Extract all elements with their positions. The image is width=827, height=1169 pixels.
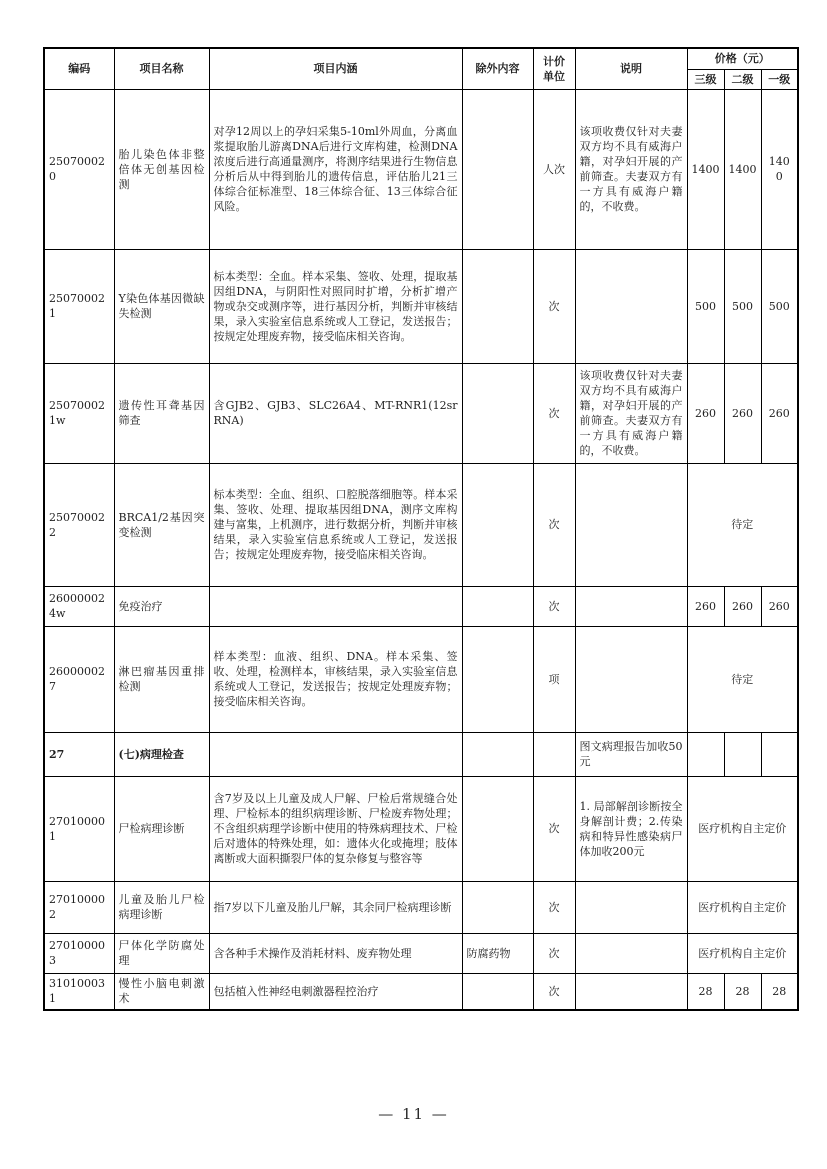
cell-price-tier1: 260 [761, 363, 798, 463]
cell-code: 250700021 [44, 249, 114, 363]
cell-notes [575, 973, 687, 1010]
cell-content [209, 732, 462, 776]
cell-content: 包括植入性神经电刺激器程控治疗 [209, 973, 462, 1010]
cell-name: 淋巴瘤基因重排检测 [114, 626, 209, 732]
cell-content: 含GJB2、GJB3、SLC26A4、MT-RNR1(12srRNA) [209, 363, 462, 463]
cell-code: 270100001 [44, 776, 114, 881]
cell-exclusions [462, 973, 533, 1010]
cell-exclusions [462, 586, 533, 626]
cell-exclusions [462, 363, 533, 463]
cell-price-tier1 [761, 732, 798, 776]
cell-unit: 次 [533, 586, 575, 626]
header-price-tier3: 三级 [687, 69, 724, 89]
header-code: 编码 [44, 48, 114, 89]
header-name: 项目名称 [114, 48, 209, 89]
cell-content: 指7岁以下儿童及胎儿尸解，其余同尸检病理诊断 [209, 881, 462, 933]
header-exclusions: 除外内容 [462, 48, 533, 89]
cell-price-tier1: 260 [761, 586, 798, 626]
header-price-group: 价格（元） [687, 48, 798, 69]
cell-unit: 次 [533, 249, 575, 363]
cell-name: 胎儿染色体非整倍体无创基因检测 [114, 89, 209, 249]
cell-name: 尸体化学防腐处理 [114, 933, 209, 973]
cell-price-tier3: 28 [687, 973, 724, 1010]
cell-unit: 次 [533, 933, 575, 973]
header-price-tier2: 二级 [724, 69, 761, 89]
cell-name: 儿童及胎儿尸检病理诊断 [114, 881, 209, 933]
cell-unit: 次 [533, 973, 575, 1010]
cell-price-merged: 医疗机构自主定价 [687, 776, 798, 881]
cell-content: 含各种手术操作及消耗材料、废弃物处理 [209, 933, 462, 973]
cell-name: 慢性小脑电刺激术 [114, 973, 209, 1010]
header-price-tier1: 一级 [761, 69, 798, 89]
table-row [44, 89, 798, 249]
cell-exclusions [462, 881, 533, 933]
cell-name: 遗传性耳聋基因筛查 [114, 363, 209, 463]
cell-exclusions [462, 249, 533, 363]
cell-price-tier3: 500 [687, 249, 724, 363]
cell-code: 27 [44, 732, 114, 776]
cell-content: 对孕12周以上的孕妇采集5-10ml外周血，分离血浆提取胎儿游离DNA后进行文库构建，检测DNA浓度后进行高通量测序，将测序结果进行生物信息分析后从中得到胎儿的遗传信息，评估胎儿21三体综合征标准型、18三体综合征、13三体综合征风险。 [209, 89, 462, 249]
cell-content: 样本类型：血液、组织、DNA。样本采集、签收、处理，检测样本，审核结果，录入实验室信息系统或人工登记，发送报告；按规定处理废弃物；接受临床相关咨询。 [209, 626, 462, 732]
cell-name: BRCA1/2基因突变检测 [114, 463, 209, 586]
table-row [44, 933, 798, 973]
cell-unit: 次 [533, 881, 575, 933]
cell-price-merged: 医疗机构自主定价 [687, 881, 798, 933]
header-unit [533, 48, 575, 89]
cell-name: 尸检病理诊断 [114, 776, 209, 881]
cell-unit [533, 732, 575, 776]
cell-price-tier3: 260 [687, 586, 724, 626]
table-header [44, 48, 798, 89]
cell-price-tier2 [724, 732, 761, 776]
cell-unit: 次 [533, 363, 575, 463]
cell-notes [575, 463, 687, 586]
cell-price-tier3: 260 [687, 363, 724, 463]
cell-exclusions [462, 732, 533, 776]
cell-exclusions [462, 776, 533, 881]
cell-price-tier2: 260 [724, 586, 761, 626]
cell-notes [575, 933, 687, 973]
cell-code: 270100003 [44, 933, 114, 973]
cell-name: (七)病理检查 [114, 732, 209, 776]
table-row [44, 463, 798, 586]
cell-price-tier1: 28 [761, 973, 798, 1010]
medical-service-price-table [43, 47, 799, 1011]
cell-price-tier1: 1400 [761, 89, 798, 249]
table-row [44, 249, 798, 363]
cell-unit: 次 [533, 776, 575, 881]
cell-exclusions: 防腐药物 [462, 933, 533, 973]
cell-price-tier2: 1400 [724, 89, 761, 249]
cell-exclusions [462, 626, 533, 732]
table-row [44, 881, 798, 933]
cell-code: 250700022 [44, 463, 114, 586]
cell-code: 310100031 [44, 973, 114, 1010]
cell-price-merged: 医疗机构自主定价 [687, 933, 798, 973]
table-row [44, 973, 798, 1010]
table-row [44, 363, 798, 463]
cell-unit: 项 [533, 626, 575, 732]
cell-price-merged: 待定 [687, 626, 798, 732]
cell-notes [575, 626, 687, 732]
table-row [44, 776, 798, 881]
cell-notes: 该项收费仅针对夫妻双方均不具有威海户籍，对孕妇开展的产前筛查。夫妻双方有一方具有威海户籍的，不收费。 [575, 363, 687, 463]
cell-content: 含7岁及以上儿童及成人尸解、尸检后常规缝合处理、尸检标本的组织病理诊断、尸检废弃物处理；不含组织病理学诊断中使用的特殊病理技术、尸检后对遗体的特殊处理，如：遗体火化或掩埋；肢体离断或大面积撕裂尸体的复杂修复与整容等 [209, 776, 462, 881]
cell-code: 260000024w [44, 586, 114, 626]
cell-price-tier2: 500 [724, 249, 761, 363]
cell-code: 250700021w [44, 363, 114, 463]
cell-notes: 该项收费仅针对夫妻双方均不具有威海户籍，对孕妇开展的产前筛查。夫妻双方有一方具有威海户籍的，不收费。 [575, 89, 687, 249]
header-unit-label: 计价单位 [543, 54, 565, 83]
cell-exclusions [462, 463, 533, 586]
cell-price-tier2: 260 [724, 363, 761, 463]
cell-notes: 图文病理报告加收50元 [575, 732, 687, 776]
table-body [44, 89, 798, 1010]
cell-notes [575, 586, 687, 626]
header-content: 项目内涵 [209, 48, 462, 89]
cell-content [209, 586, 462, 626]
cell-name: Y染色体基因微缺失检测 [114, 249, 209, 363]
cell-price-tier1: 500 [761, 249, 798, 363]
table-row [44, 732, 798, 776]
cell-price-tier2: 28 [724, 973, 761, 1010]
page-number: — 11 — [378, 1105, 449, 1123]
cell-exclusions [462, 89, 533, 249]
cell-name: 免疫治疗 [114, 586, 209, 626]
cell-code: 260000027 [44, 626, 114, 732]
cell-notes [575, 249, 687, 363]
cell-unit: 次 [533, 463, 575, 586]
table-row [44, 586, 798, 626]
cell-unit: 人次 [533, 89, 575, 249]
header-notes: 说明 [575, 48, 687, 89]
cell-content: 标本类型：全血、组织、口腔脱落细胞等。样本采集、签收、处理、提取基因组DNA，测序文库构建与富集，上机测序，进行数据分析，判断并审核结果，录入实验室信息系统或人工登记，发送报告；按规定处理废弃物，接受临床相关咨询。 [209, 463, 462, 586]
cell-price-merged: 待定 [687, 463, 798, 586]
cell-code: 250700020 [44, 89, 114, 249]
cell-price-tier3 [687, 732, 724, 776]
table-row [44, 626, 798, 732]
cell-notes: 1. 局部解剖诊断按全身解剖计费；2.传染病和特异性感染病尸体加收200元 [575, 776, 687, 881]
cell-notes [575, 881, 687, 933]
cell-price-tier3: 1400 [687, 89, 724, 249]
cell-content: 标本类型：全血。样本采集、签收、处理，提取基因组DNA，与阴阳性对照同时扩增，分析扩增产物或杂交或测序等，进行基因分析，判断并审核结果，录入实验室信息系统或人工登记，发送报告；按规定处理废弃物，接受临床相关咨询。 [209, 249, 462, 363]
cell-code: 270100002 [44, 881, 114, 933]
